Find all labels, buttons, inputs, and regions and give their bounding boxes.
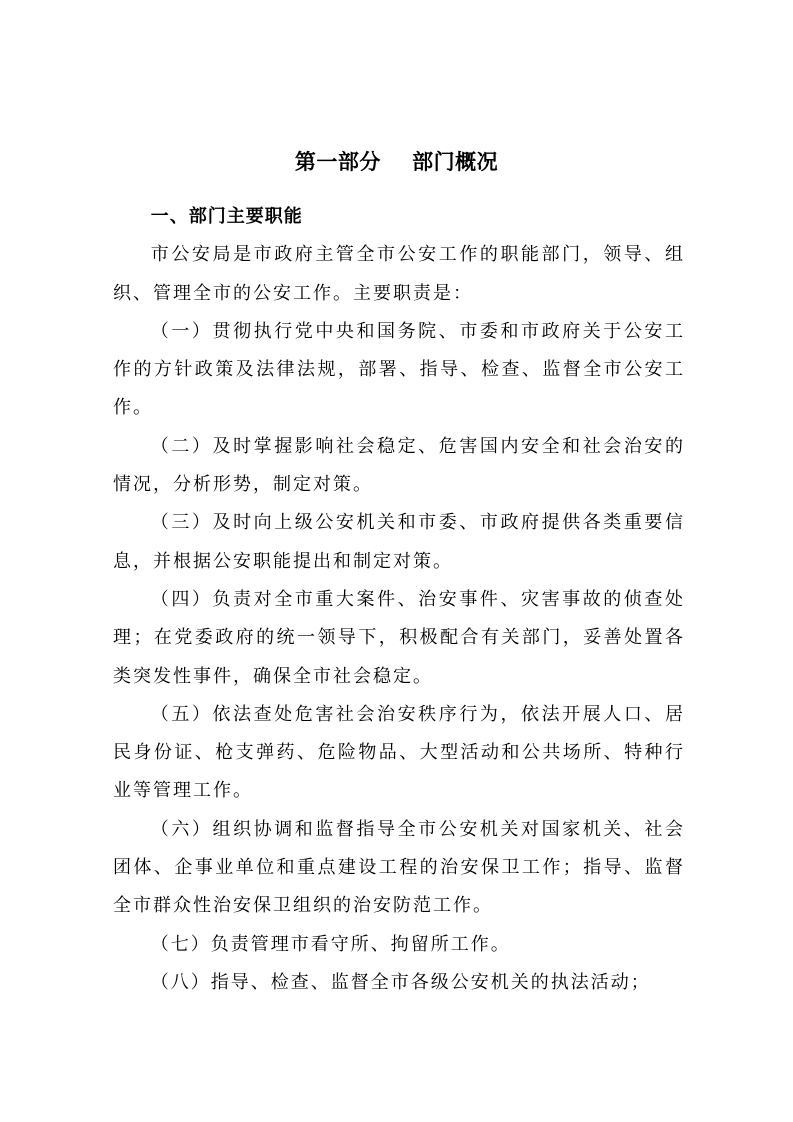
page-title: 第一部分 部门概况 <box>294 150 499 174</box>
paragraph-duty-1: （一）贯彻执行党中央和国务院、市委和市政府关于公安工作的方针政策及法律法规，部署、指导、检查、监督全市公安工作。 <box>113 320 685 419</box>
paragraph-intro: 市公安局是市政府主管全市公安工作的职能部门，领导、组织、管理全市的公安工作。主要职责是： <box>113 244 685 304</box>
document-body <box>113 198 685 1002</box>
section-heading: 一、部门主要职能 <box>150 206 303 227</box>
paragraph-duty-2: （二）及时掌握影响社会稳定、危害国内安全和社会治安的情况，分析形势，制定对策。 <box>113 435 685 496</box>
paragraph-duty-7: （七）负责管理市看守所、拘留所工作。 <box>150 933 511 955</box>
paragraph-duty-6: （六）组织协调和监督指导全市公安机关对国家机关、社会团体、企事业单位和重点建设工程的治安保卫工作；指导、监督全市群众性治安保卫组织的治安防范工作。 <box>113 818 685 917</box>
paragraph-duty-5: （五）依法查处危害社会治安秩序行为，依法开展人口、居民身份证、枪支弹药、危险物品、大型活动和公共场所、特种行业等管理工作。 <box>113 703 685 802</box>
paragraph-duty-4: （四）负责对全市重大案件、治安事件、灾害事故的侦查处理；在党委政府的统一领导下，积极配合有关部门，妥善处置各类突发性事件，确保全市社会稳定。 <box>113 588 685 687</box>
paragraph-duty-3: （三）及时向上级公安机关和市委、市政府提供各类重要信息，并根据公安职能提出和制定对策。 <box>113 512 685 572</box>
paragraph-duty-8: （八）指导、检查、监督全市各级公安机关的执法活动； <box>150 971 651 993</box>
